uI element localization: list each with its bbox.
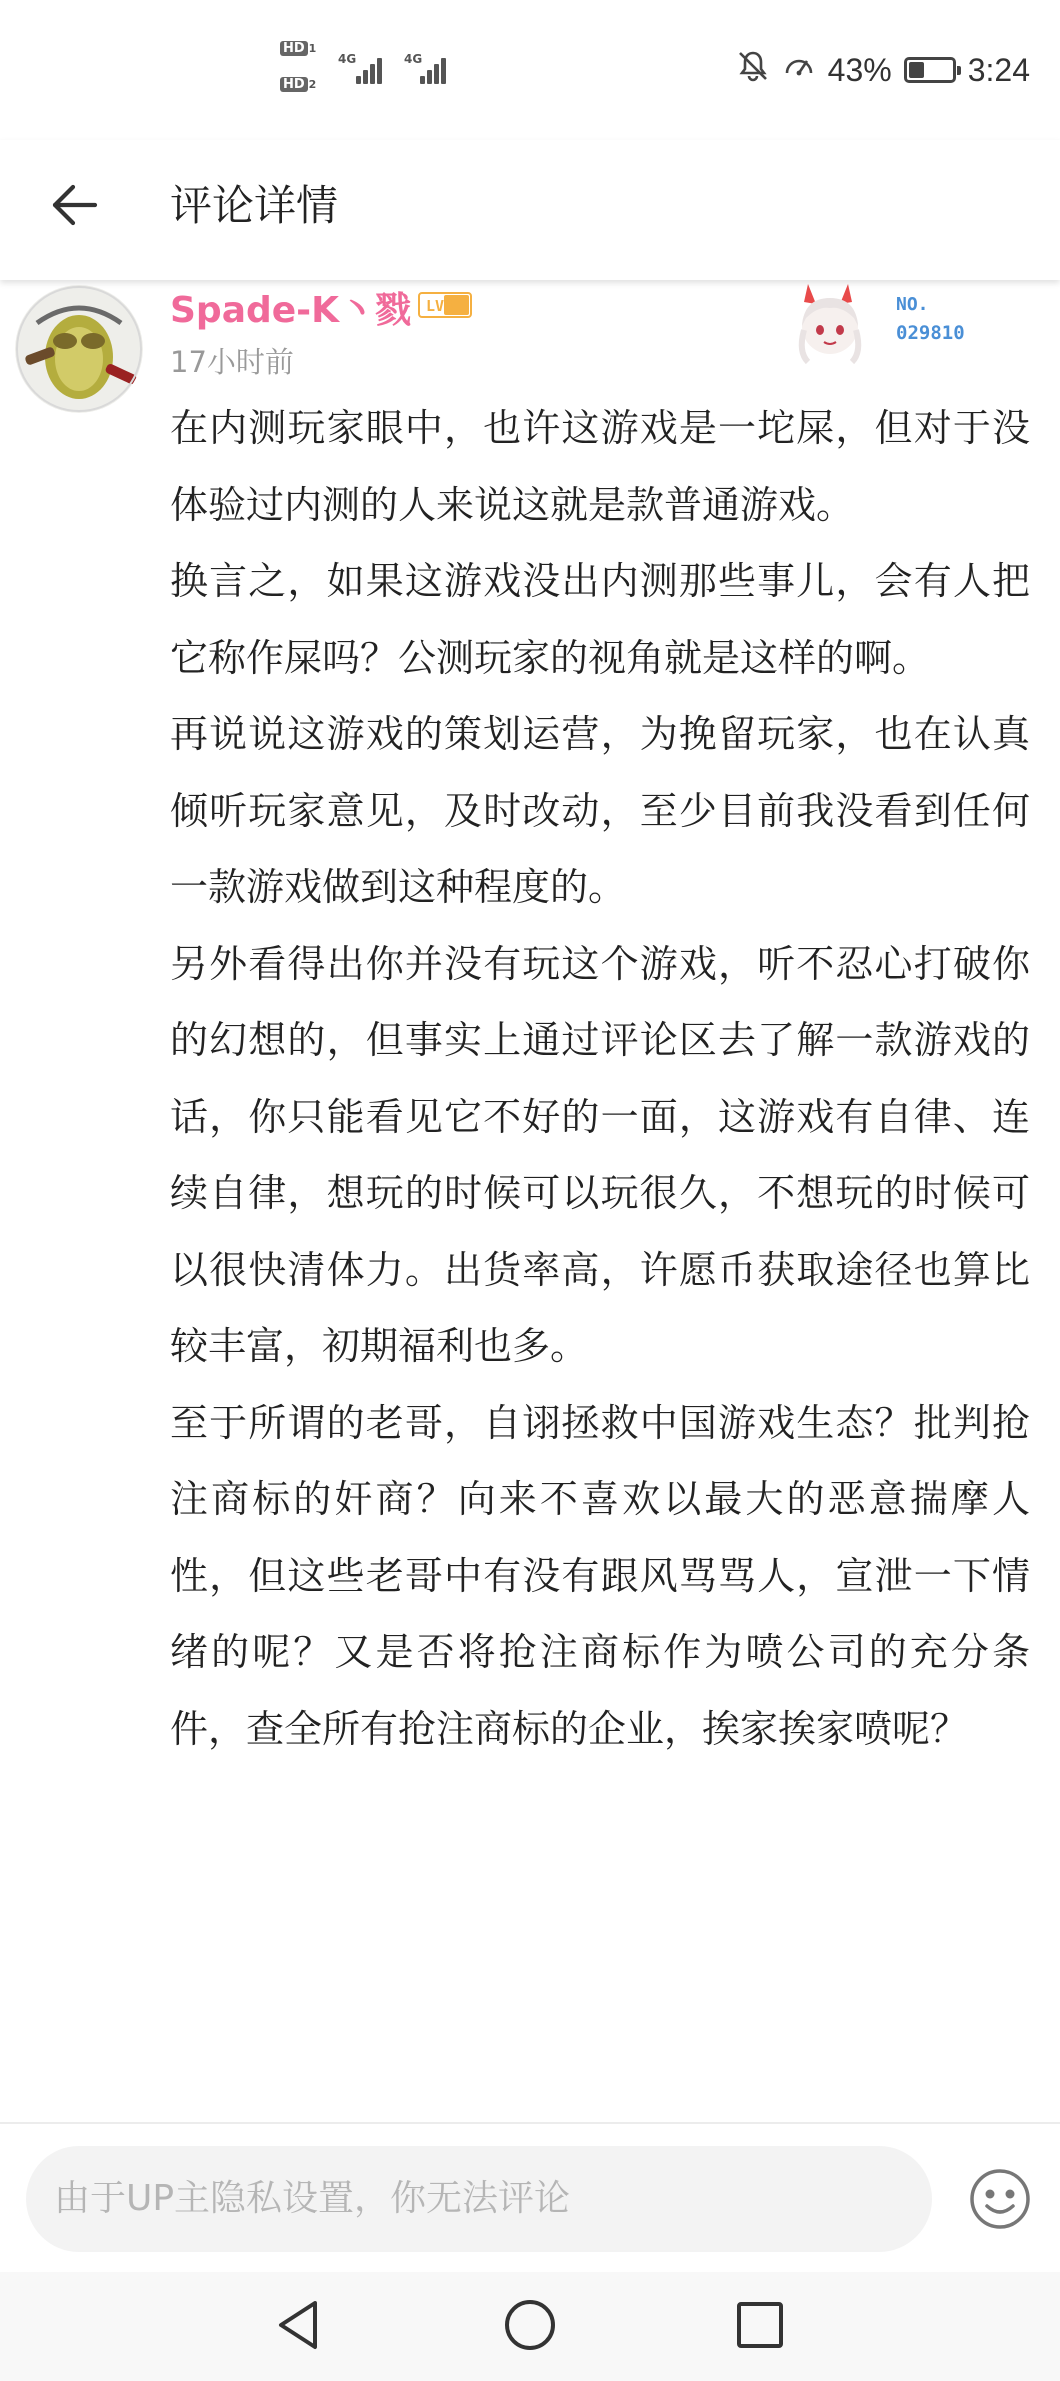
comment-timestamp: 17小时前 [170,345,294,379]
comment-paragraph: 换言之，如果这游戏没出内测那些事儿，会有人把它称作屎吗？公测玩家的视角就是这样的啊。 [170,559,1030,680]
emoji-face-icon [968,2167,1032,2231]
mute-bell-icon [736,49,770,91]
nav-home-button[interactable] [490,2290,570,2360]
emoji-button[interactable] [968,2167,1032,2231]
clock-time: 3:24 [967,51,1030,88]
status-bar [0,0,1060,140]
sim-indicators [280,40,480,104]
sim2-hd-badge [280,76,316,92]
comment-paragraph: 再说说这游戏的策划运营，为挽留玩家，也在认真倾听玩家意见，及时改动，至少目前我没看到任何一款游戏做到这种程度的。 [170,712,1030,909]
fan-badge-label: NO. [896,294,929,315]
battery-icon [904,57,956,83]
comment-paragraph: 在内测玩家眼中，也许这游戏是一坨屎，但对于没体验过内测的人来说这就是款普通游戏。 [170,406,1030,527]
system-nav-bar [0,2272,1060,2381]
comment-paragraph: 至于所谓的老哥，自诩拯救中国游戏生态？批判抢注商标的奸商？向来不喜欢以最大的恶意揣摩人性，但这些老哥中有没有跟风骂骂人，宣泄一下情绪的呢？又是否将抢注商标作为喷公司的充分条件，查全所有抢注商标的企业，挨家挨家喷呢？ [170,1400,1030,1751]
nav-back-button[interactable] [258,2290,338,2360]
status-right-group [736,48,1030,92]
nav-back-triangle-icon [273,2298,323,2352]
back-button[interactable] [40,170,110,240]
nav-recents-button[interactable] [720,2290,800,2360]
level-badge [418,292,472,318]
avatar-image [15,285,143,413]
battery-percent: 43% [827,51,892,88]
sim1-hd-label: HD [280,41,308,56]
sim2-signal-icon [420,54,460,84]
nav-home-circle-icon [502,2297,558,2353]
level-text: LV4 [426,297,454,315]
arrow-left-icon [49,179,101,231]
app-header [0,140,1060,280]
mascot-girl-icon [790,280,886,370]
fan-badge [790,280,1000,370]
sim1-number: 1 [308,42,317,55]
sim1-hd-badge [280,40,316,56]
sim2-hd-label: HD [280,77,308,92]
username[interactable]: Spade-K丶戮 [170,290,412,331]
fan-badge-number: 029810 [896,322,965,344]
comment-paragraph: 另外看得出你并没有玩这个游戏，听不忍心打破你的幻想的，但事实上通过评论区去了解一款游戏的话，你只能看见它不好的一面，这游戏有自律、连续自律，想玩的时候可以玩很久，不想玩的时候可以很快清体力。出货率高，许愿币获取途径也算比较丰富，初期福利也多。 [170,941,1030,1368]
nav-recents-square-icon [734,2299,786,2351]
comment-detail [0,280,1060,2120]
comment-input-bar [0,2122,1060,2274]
sim1-signal-icon [356,54,396,84]
level-badge-icon [418,292,472,318]
speedometer-icon [782,49,816,91]
sim2-number: 2 [308,78,317,91]
comment-text [170,390,1030,1767]
avatar[interactable] [15,285,143,413]
page-title: 评论详情 [170,181,339,230]
sim2-network-label: 4G [404,52,423,66]
battery-level-fill [909,62,925,78]
comment-input[interactable]: 由于UP主隐私设置，你无法评论 [26,2146,932,2252]
sim1-network-label: 4G [338,52,357,66]
